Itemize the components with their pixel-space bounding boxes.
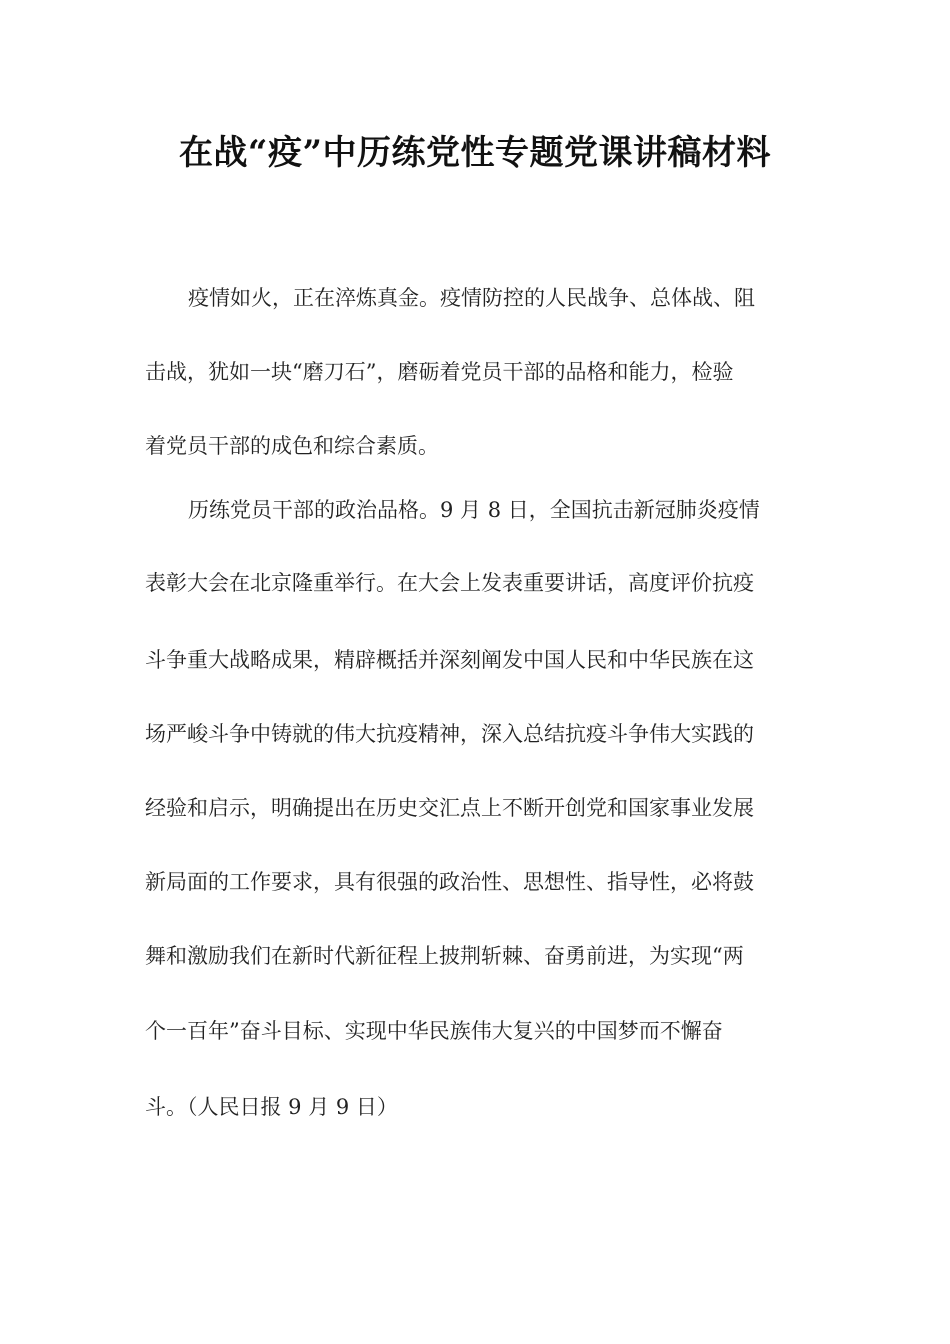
paragraph-line: 表彰大会在北京隆重举行。在大会上发表重要讲话，高度评价抗疫 (145, 571, 754, 595)
paragraph-line: 斗争重大战略成果，精辟概括并深刻阐发中国人民和中华民族在这 (145, 648, 754, 672)
paragraph-line: 场严峻斗争中铸就的伟大抗疫精神，深入总结抗疫斗争伟大实践的 (145, 722, 754, 746)
paragraph-line: 个一百年”奋斗目标、实现中华民族伟大复兴的中国梦而不懈奋 (145, 1019, 723, 1043)
paragraph-line: 着党员干部的成色和综合素质。 (145, 434, 439, 458)
paragraph-line: 新局面的工作要求，具有很强的政治性、思想性、指导性，必将鼓 (145, 870, 754, 894)
paragraph-line: 击战，犹如一块“磨刀石”，磨砺着党员干部的品格和能力，检验 (145, 360, 734, 384)
paragraph-line: 斗。（人民日报 9 月 9 日） (145, 1095, 398, 1119)
document-title: 在战“疫”中历练党性专题党课讲稿材料 (178, 133, 772, 173)
paragraph-line: 经验和启示，明确提出在历史交汇点上不断开创党和国家事业发展 (145, 796, 754, 820)
paragraph-line: 舞和激励我们在新时代新征程上披荆斩棘、奋勇前进，为实现“两 (145, 944, 744, 968)
paragraph-line: 疫情如火，正在淬炼真金。疫情防控的人民战争、总体战、阻 (188, 286, 755, 310)
paragraph-line: 历练党员干部的政治品格。9 月 8 日，全国抗击新冠肺炎疫情 (188, 498, 760, 522)
